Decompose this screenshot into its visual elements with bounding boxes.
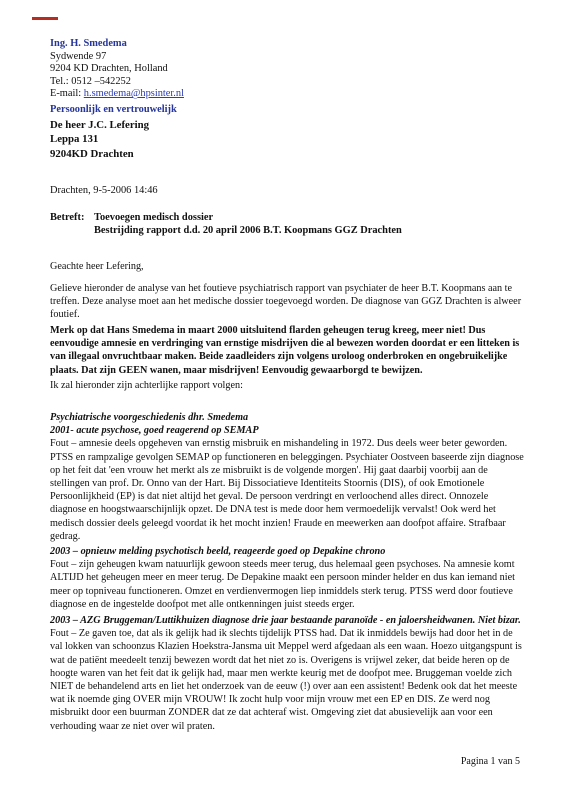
section-heading: 2003 – AZG Bruggeman/Luttikhuizen diagnose drie jaar bestaande paranoïde - en jaloersheidwanen. Niet bizar.	[50, 615, 521, 626]
recipient-block	[50, 118, 149, 161]
section-title: Psychiatrische voorgeschiedenis dhr. Smedema	[50, 412, 249, 423]
sender-name: Ing. H. Smedema	[50, 38, 127, 49]
section-body: Fout – amnesie deels opgeheven van ernstig misbruik en mishandeling in 1972. Dus deels weer beter geworden. PTSS en rampzalige gevolgen SEMAP op functioneren en beleggingen. Psychiater Oostveen baseerde zijn diagnose op het feit dat 'een vrouw het merkt als ze misbruikt is de volgende morgen'. Hij gaat daarbij voorbij aan de stellingen van prof. Dr. Onno van der Hart. Bij Dissociatieve Identiteits Stoornis (DIS), of ook Emotionele Persoonlijkheid (EP) is dat niet altijd het geval. De persoon verdringt en verloochend alles direct. Onnozele diagnose en hoogstwaarschijnlijk opzet. De DNA test is mede door hem vermoedelijk vervalst! Ook werd het medisch dossier deels geleegd voordat ik het mocht inzien! Fraude en meewerken aan doofpot affaire. Strafbaar gedrag.	[50, 438, 524, 542]
section-body: Fout – zijn geheugen kwam natuurlijk gewoon steeds meer terug, dus helemaal geen psychoses. Na amnesie komt ALTIJD het geheugen meer en meer terug. De Depakine maakt een persoon minder helder en dus kan iemand niet meer op topniveau functioneren. Omzet en verdienvermogen liep inmiddels sterk terug. PTSS werd door foutieve diagnose en de ingestelde doofpot met alle ontkenningen juist steeds erger.	[50, 559, 515, 610]
section-body: Fout – Ze gaven toe, dat als ik gelijk had ik slechts tijdelijk PTSS had. Dat ik inmiddels bewijs had door het in de val lokken van schoonzus Klazien Hoekstra-Jansma uit Meppel werd afgedaan als een waan. Hoezo uitgangspunt is wat de patiënt meedeelt tenzij bewezen wordt dat het niet zo is. Overigens is vrijwel zeker, dat beide heren op de hoogte waren van het feit dat ik gelijk had, maar men werkte keurig met de doofpot mee. Bruggeman voelde zich NIET de behandelend arts en liet het onderzoek van de eeuw (!) over aan een assistent! Bedenk ook dat het meeste wat ik noemde ging OVER mijn VROUW! Ik zocht hulp voor mijn vrouw met een EP en DIS. Ze werd nog misbruikt door een buurman ZONDER dat ze dat achteraf wist. Omgeving ziet dat abusievelijk aan voor een verhouding waar ze niet over wil praten.	[50, 628, 522, 732]
letter-date: Drachten, 9-5-2006 14:46	[50, 185, 158, 196]
subject-line-2: Bestrijding rapport d.d. 20 april 2006 B.T. Koopmans GGZ Drachten	[94, 225, 402, 236]
page-number: Pagina 1 van 5	[460, 756, 520, 767]
sender-phone: Tel.: 0512 –542252	[50, 75, 131, 87]
sender-email-row	[50, 88, 184, 101]
followup-paragraph: Ik zal hieronder zijn achterlijke rapport volgen:	[50, 380, 243, 391]
subject-block	[50, 211, 402, 237]
email-link[interactable]: h.smedema@hpsinter.nl	[83, 88, 184, 100]
section-2003-depakine	[50, 545, 526, 611]
subject-line-1: Toevoegen medisch dossier	[94, 212, 214, 223]
salutation: Geachte heer Lefering,	[50, 261, 144, 272]
sender-city: 9204 KD Drachten, Holland	[50, 63, 168, 75]
section-heading: 2003 – opnieuw melding psychotisch beeld, reageerde goed op Depakine chrono	[50, 546, 386, 557]
section-2001	[50, 411, 526, 543]
section-heading: 2001- acute psychose, goed reagerend op SEMAP	[50, 425, 259, 437]
intro-paragraph: Gelieve hieronder de analyse van het foutieve psychiatrisch rapport van psychiater de heer B.T. Koopmans aan te treffen. Deze analyse moet aan het medische dossier toegevoegd worden. De diagnose van GGZ Drachten is alweer foutief.	[50, 283, 522, 321]
recipient-city: 9204KD Drachten	[50, 147, 134, 160]
bold-paragraph: Merk op dat Hans Smedema in maart 2000 uitsluitend flarden geheugen terug kreeg, meer niet! Dus eenvoudige amnesie en verdringing van ernstige misdrijven die al bewezen worden doordat er een litteken is van illegaal onvruchtbaar maken. Beide zaadleiders zijn volgens uroloog onderbroken en ongebruikelijke plaats. Dat zijn GEEN wanen, maar misdrijven! Eenvoudig gewaarborgd te bewijzen.	[50, 325, 520, 376]
section-2003-azg	[50, 614, 526, 733]
sender-street: Sydwende 97	[50, 50, 107, 62]
subject-label: Betreft:	[50, 212, 85, 223]
red-dash-mark	[32, 17, 58, 20]
recipient-name: De heer J.C. Lefering	[50, 119, 150, 131]
recipient-street: Leppa 131	[50, 133, 99, 146]
confidential-marker: Persoonlijk en vertrouwelijk	[50, 104, 177, 115]
email-label: E-mail:	[50, 88, 82, 100]
sender-block	[50, 38, 184, 101]
